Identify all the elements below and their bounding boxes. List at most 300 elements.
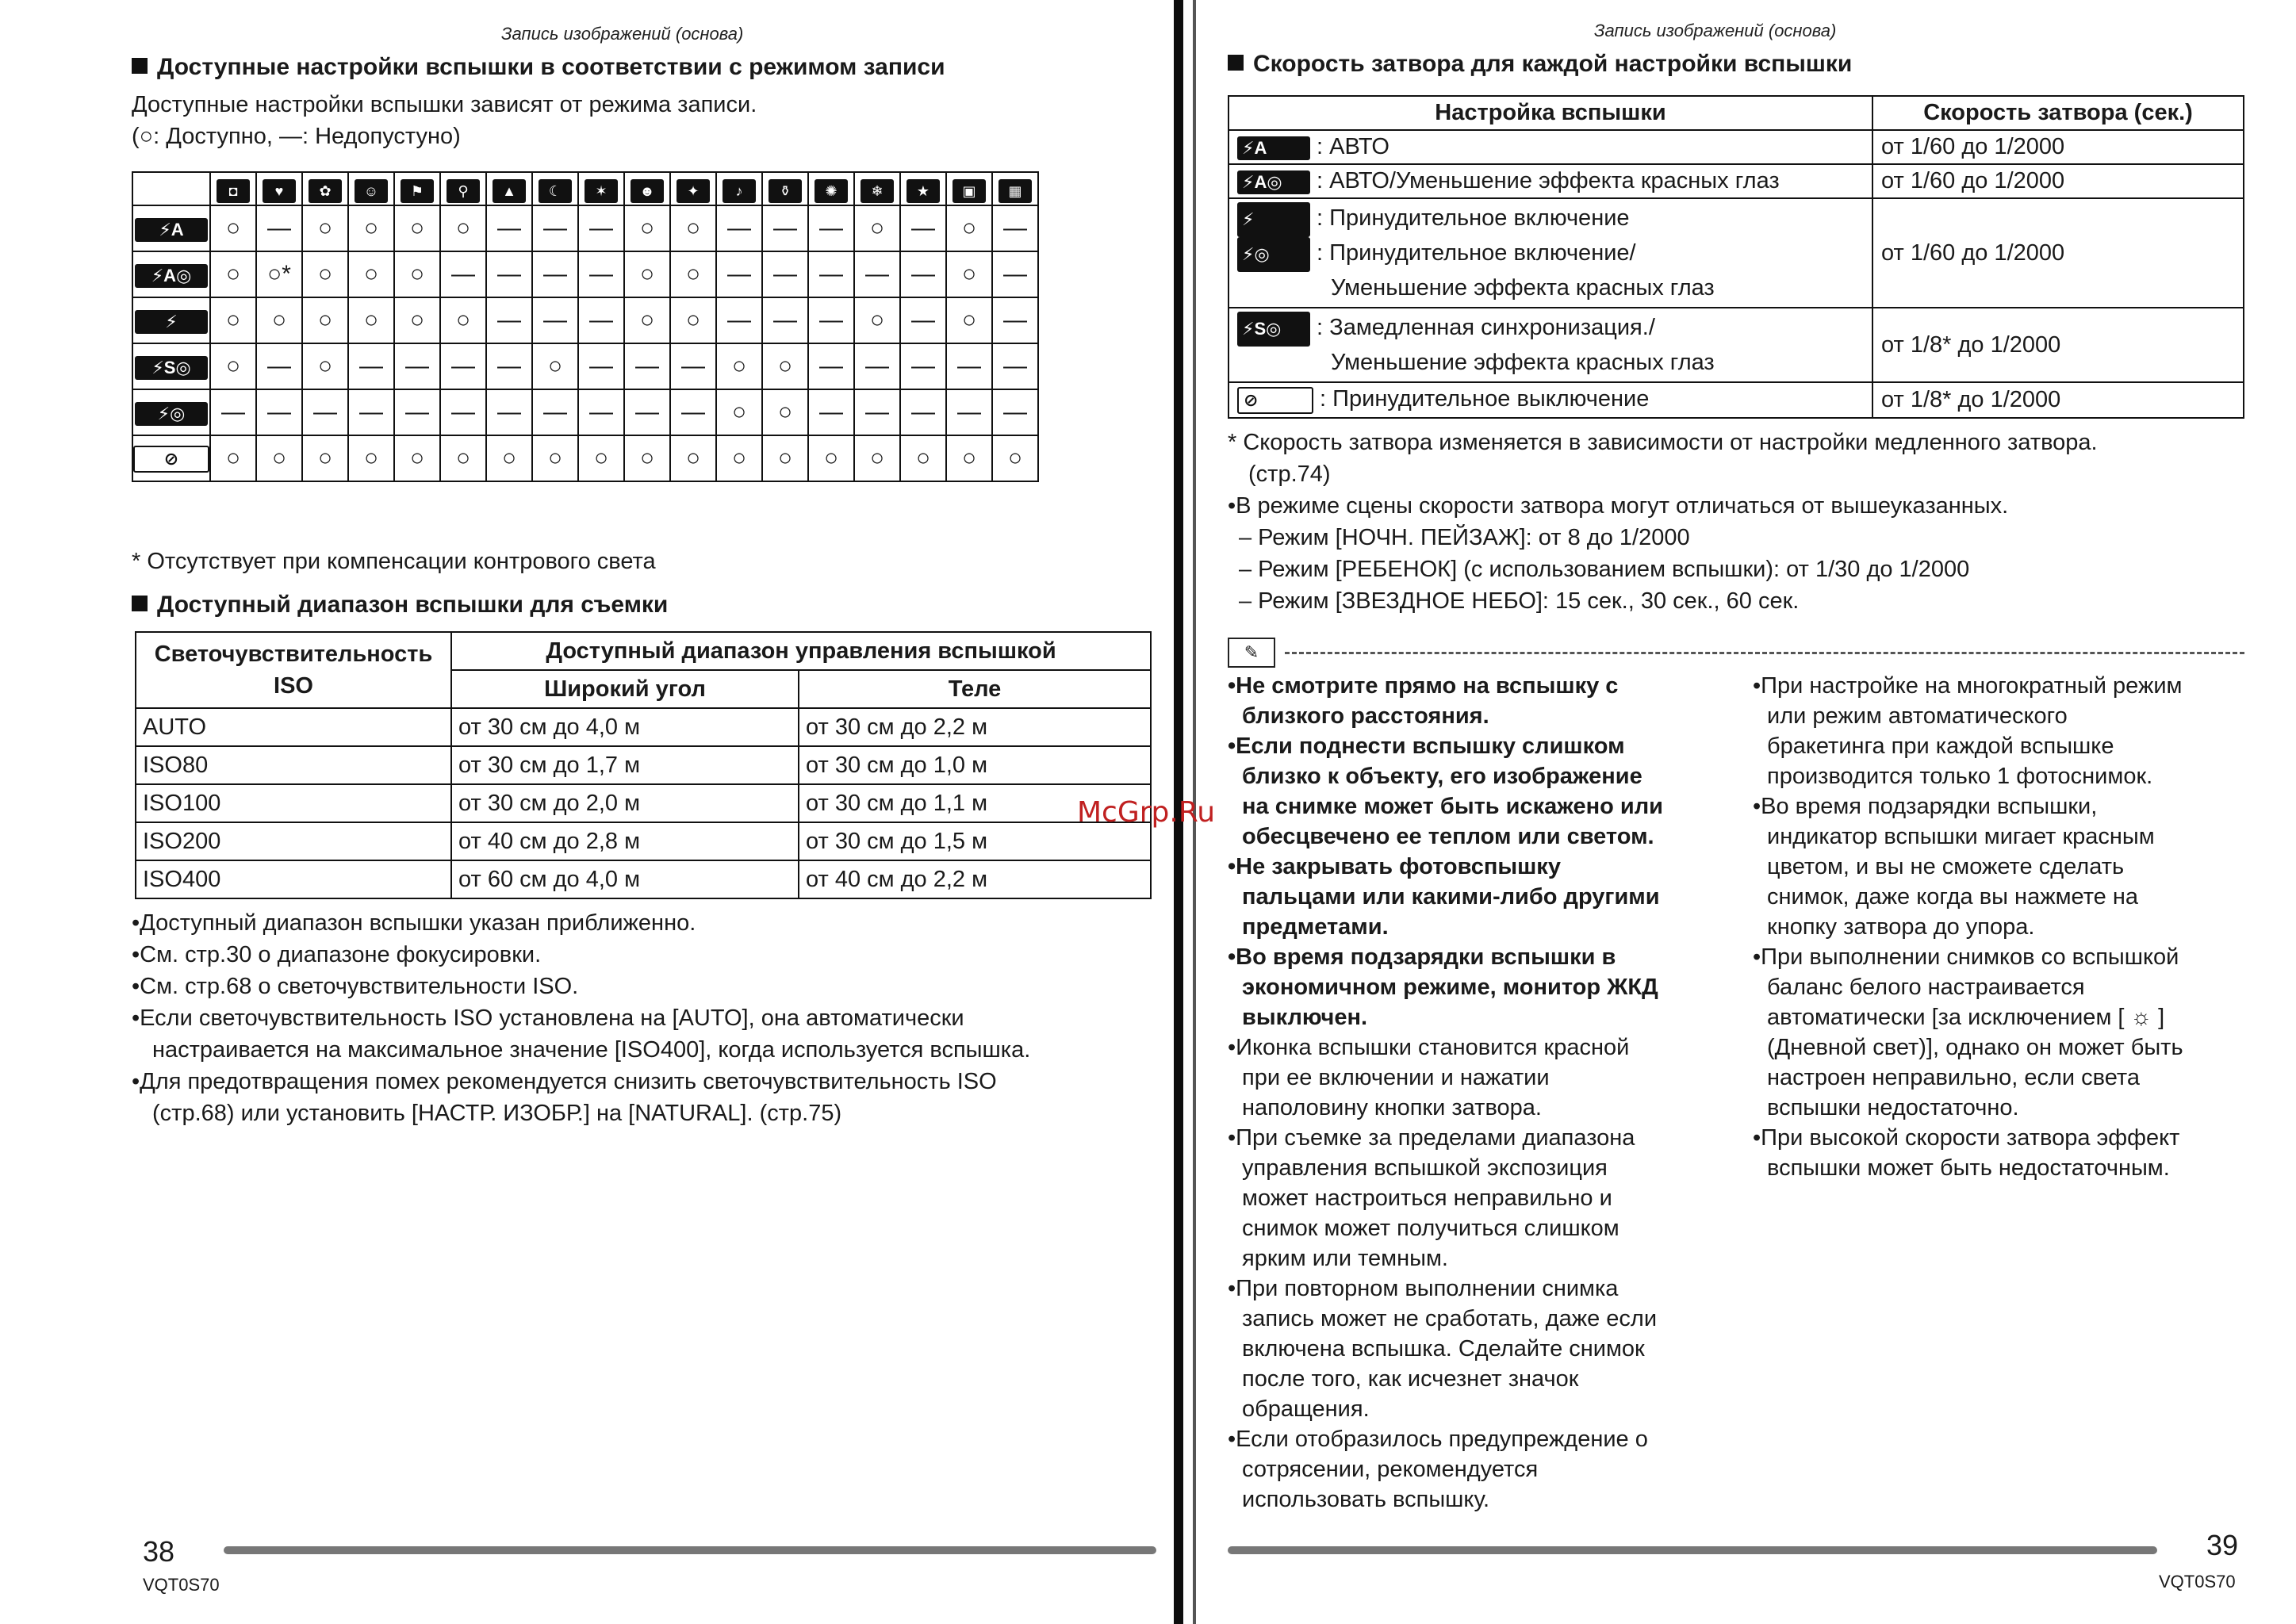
flower-icon: ✿ <box>309 179 342 203</box>
shutter-speed-value: от 1/8* до 1/2000 <box>1872 382 2244 418</box>
shutter-head-setting: Настройка вспышки <box>1228 96 1872 130</box>
shutter-setting-cell: ⚡A◎ : АВТО/Уменьшение эффекта красных глаз <box>1228 164 1872 198</box>
range-tele: от 30 см до 1,0 м <box>799 746 1151 784</box>
availability-cell: — <box>762 205 808 251</box>
col1-bold-line: пальцами или какими-либо другими <box>1242 884 1660 910</box>
left-model-code: VQT0S70 <box>143 1575 220 1595</box>
table-row <box>136 708 1151 746</box>
availability-cell: ○ <box>394 251 440 297</box>
range-wide: от 40 см до 2,8 м <box>451 822 799 860</box>
range-wide: от 30 см до 4,0 м <box>451 708 799 746</box>
right-model-code: VQT0S70 <box>2159 1572 2236 1591</box>
mode-header-cell <box>854 172 900 205</box>
col1-line: обращения. <box>1242 1396 1370 1422</box>
shutter-setting-label: АВТО/Уменьшение эффекта красных глаз <box>1329 168 1780 193</box>
left-page-header: Запись изображений (основа) <box>501 24 744 44</box>
left-note: •См. стр.68 о светочувствительности ISO. <box>132 974 579 999</box>
shutter-setting-cell: ⚡A : АВТО <box>1228 130 1872 164</box>
availability-cell: — <box>900 251 946 297</box>
availability-cell: ○ <box>578 435 624 481</box>
shutter-head-speed: Скорость затвора (сек.) <box>1872 96 2244 130</box>
flash-range-table <box>135 631 1152 899</box>
availability-cell: ○ <box>716 343 762 389</box>
col1-bold-line: •Если поднести вспышку слишком <box>1228 733 1625 759</box>
availability-cell: ○ <box>762 389 808 435</box>
table-row <box>136 860 1151 898</box>
range-wide: от 60 см до 4,0 м <box>451 860 799 898</box>
night-scene-icon: ✶ <box>585 179 618 203</box>
auto-flash-icon: ⚡A <box>1237 136 1310 160</box>
col2-line: •При выполнении снимков со вспышкой <box>1753 944 2179 970</box>
table-row <box>136 746 1151 784</box>
availability-cell: ○ <box>302 343 348 389</box>
availability-cell: ○ <box>946 251 992 297</box>
mode-header-cell <box>992 172 1038 205</box>
range-head-iso: Светочувствительность ISO <box>136 632 451 708</box>
mode-header-cell <box>670 172 716 205</box>
availability-cell: — <box>854 389 900 435</box>
range-iso: ISO200 <box>136 822 451 860</box>
left-note: настраивается на максимальное значение [ISO400], когда используется вспышка. <box>152 1037 1031 1063</box>
availability-cell: — <box>578 389 624 435</box>
availability-cell: ○ <box>992 435 1038 481</box>
availability-cell: ○ <box>256 435 302 481</box>
availability-cell: — <box>256 389 302 435</box>
availability-cell: — <box>946 389 992 435</box>
availability-cell: — <box>302 389 348 435</box>
right-footnote: – Режим [РЕБЕНОК] (с использованием вспышки): от 1/30 до 1/2000 <box>1239 557 1970 582</box>
shutter-setting-label: Принудительное выключение <box>1332 386 1650 412</box>
shutter-setting-label: Принудительное включение/ <box>1329 240 1636 266</box>
col1-line: •Если отобразилось предупреждение о <box>1228 1427 1648 1452</box>
availability-cell: ○ <box>210 205 256 251</box>
flash-off-icon: ⊘ <box>133 446 209 473</box>
col2-line: баланс белого настраивается <box>1767 975 2085 1000</box>
right-footnote: (стр.74) <box>1248 462 1331 487</box>
shutter-setting-cell: ⚡ : Принудительное включение ⚡◎ : Принудительное включение/ Уменьшение эффекта красных глаз <box>1228 198 1872 308</box>
col1-line: •При повторном выполнении снимка <box>1228 1276 1619 1301</box>
availability-cell: — <box>716 297 762 343</box>
shutter-setting-label: Замедленная синхронизация./ <box>1329 315 1655 340</box>
availability-cell: ○ <box>394 205 440 251</box>
availability-cell: — <box>762 297 808 343</box>
col2-line: индикатор вспышки мигает красным <box>1767 824 2155 849</box>
right-page-header: Запись изображений (основа) <box>1594 21 1837 40</box>
availability-cell: — <box>486 343 532 389</box>
col2-line: •При высокой скорости затвора эффект <box>1753 1125 2180 1151</box>
col1-line: включена вспышка. Сделайте снимок <box>1242 1336 1645 1362</box>
mode-header-cell <box>716 172 762 205</box>
mode-header-cell <box>256 172 302 205</box>
availability-cell: — <box>992 251 1038 297</box>
col2-line: настроен неправильно, если света <box>1767 1065 2141 1090</box>
right-col1 <box>1228 671 1711 1515</box>
mode-header-cell <box>900 172 946 205</box>
availability-cell: — <box>532 297 578 343</box>
table-row <box>132 205 1038 251</box>
col1-bold-line: на снимке может быть искажено или <box>1242 794 1663 819</box>
availability-cell: ○ <box>348 297 394 343</box>
col1-line: •При съемке за пределами диапазона <box>1228 1125 1635 1151</box>
right-footnote: •В режиме сцены скорости затвора могут отличаться от вышеуказанных. <box>1228 493 2009 519</box>
col1-line: управления вспышкой экспозиция <box>1242 1155 1608 1181</box>
availability-cell: — <box>946 343 992 389</box>
availability-cell: ○ <box>716 435 762 481</box>
table-row <box>136 822 1151 860</box>
availability-cell: — <box>256 343 302 389</box>
shutter-setting-label: Уменьшение эффекта красных глаз <box>1331 350 1715 375</box>
shutter-setting-cell: ⚡S◎ : Замедленная синхронизация./ Уменьшение эффекта красных глаз <box>1228 308 1872 382</box>
shutter-speed-value: от 1/8* до 1/2000 <box>1872 308 2244 382</box>
shutter-speed-table <box>1228 95 2244 419</box>
shutter-setting-label: Уменьшение эффекта красных глаз <box>1331 275 1715 301</box>
range-tele: от 30 см до 2,2 м <box>799 708 1151 746</box>
availability-cell: — <box>992 389 1038 435</box>
mode-header-cell <box>486 172 532 205</box>
availability-cell: — <box>808 343 854 389</box>
note-divider <box>1285 652 2244 654</box>
availability-cell: — <box>624 343 670 389</box>
shutter-setting-label: АВТО <box>1329 134 1389 159</box>
left-section2-title: Доступный диапазон вспышки для съемки <box>132 592 668 619</box>
col1-bold-line: •Не закрывать фотовспышку <box>1228 854 1561 879</box>
availability-cell: ○ <box>302 251 348 297</box>
availability-cell: — <box>670 389 716 435</box>
col2-line: (Дневной свет)], однако он может быть <box>1767 1035 2183 1060</box>
auto-flash-icon: ⚡A <box>135 218 208 242</box>
availability-cell: ○ <box>532 343 578 389</box>
col2-line: автоматически [за исключением [ ☼ ] <box>1767 1005 2165 1030</box>
left-section1-line2: (○: Доступно, —: Недопустуно) <box>132 124 461 149</box>
mode-header-cell <box>946 172 992 205</box>
availability-cell: ○ <box>670 205 716 251</box>
auto-redeye-flash-icon: ⚡A◎ <box>135 264 208 288</box>
range-tele: от 30 см до 1,1 м <box>799 784 1151 822</box>
availability-cell: — <box>716 251 762 297</box>
baby-icon: ☻ <box>631 179 664 203</box>
table-row <box>1228 382 2244 418</box>
food-icon: ⚲ <box>447 179 480 203</box>
availability-cell: — <box>348 389 394 435</box>
availability-cell: ○ <box>302 205 348 251</box>
col2-line: цветом, и вы не сможете сделать <box>1767 854 2125 879</box>
availability-cell: — <box>394 389 440 435</box>
availability-cell: ○ <box>210 251 256 297</box>
availability-cell: ○ <box>348 435 394 481</box>
col1-line: наполовину кнопки затвора. <box>1242 1095 1542 1120</box>
availability-cell: ○ <box>670 297 716 343</box>
availability-cell: — <box>578 251 624 297</box>
watermark: McGrp.Ru <box>1077 796 1216 829</box>
shutter-setting-label: Принудительное включение <box>1329 205 1630 231</box>
table-row <box>1228 308 2244 382</box>
range-iso: ISO100 <box>136 784 451 822</box>
pet-icon: ✦ <box>677 179 710 203</box>
availability-cell: — <box>808 297 854 343</box>
col1-bold-line: выключен. <box>1242 1005 1368 1030</box>
mode-header-cell <box>762 172 808 205</box>
slow-sync-redeye-icon: ⚡S◎ <box>135 356 208 380</box>
shutter-speed-value: от 1/60 до 1/2000 <box>1872 164 2244 198</box>
col1-bold-line: экономичном режиме, монитор ЖКД <box>1242 975 1658 1000</box>
right-footnotes <box>1228 427 2098 617</box>
availability-cell: — <box>762 251 808 297</box>
shutter-speed-value: от 1/60 до 1/2000 <box>1872 198 2244 308</box>
availability-cell: — <box>808 251 854 297</box>
availability-cell: — <box>486 251 532 297</box>
flash-row-head <box>132 297 210 343</box>
availability-cell: ○ <box>624 205 670 251</box>
corner-cell <box>132 172 210 205</box>
right-footer-bar <box>1228 1546 2157 1554</box>
heart-icon: ♥ <box>263 179 296 203</box>
range-wide: от 30 см до 2,0 м <box>451 784 799 822</box>
camera-icon: ◘ <box>217 179 250 203</box>
table-row <box>132 435 1038 481</box>
range-iso: ISO80 <box>136 746 451 784</box>
availability-cell: ○ <box>256 297 302 343</box>
left-section1-line1: Доступные настройки вспышки зависят от режима записи. <box>132 92 757 117</box>
col2-line: вспышки может быть недостаточным. <box>1767 1155 2170 1181</box>
availability-cell: — <box>440 343 486 389</box>
availability-cell: ○ <box>670 435 716 481</box>
availability-cell: — <box>578 205 624 251</box>
availability-cell: — <box>440 251 486 297</box>
availability-cell: ○ <box>302 297 348 343</box>
availability-cell: ○ <box>624 297 670 343</box>
left-note: •Доступный диапазон вспышки указан приближенно. <box>132 910 696 936</box>
note-icon-wrap <box>1228 638 1275 668</box>
availability-cell: ○ <box>486 435 532 481</box>
availability-cell: — <box>900 343 946 389</box>
availability-cell: — <box>854 251 900 297</box>
availability-cell: ○ <box>716 389 762 435</box>
availability-cell: ○ <box>210 343 256 389</box>
table-row <box>1228 130 2244 164</box>
col1-bold-line: близкого расстояния. <box>1242 703 1489 729</box>
table-row <box>132 297 1038 343</box>
availability-cell: ○ <box>670 251 716 297</box>
col1-line: может настроиться неправильно и <box>1242 1185 1612 1211</box>
mode-header-cell <box>532 172 578 205</box>
availability-cell: — <box>532 389 578 435</box>
availability-cell: ○ <box>532 435 578 481</box>
availability-cell: — <box>900 205 946 251</box>
forced-redeye-flash-icon: ⚡◎ <box>135 402 208 426</box>
left-footnote1: * Отсутствует при компенсации контрового света <box>132 549 656 574</box>
col1-bold-line: обесцвечено ее теплом или светом. <box>1242 824 1654 849</box>
table-row <box>132 343 1038 389</box>
right-col2 <box>1753 671 2252 1183</box>
availability-cell: — <box>486 297 532 343</box>
availability-cell: — <box>532 251 578 297</box>
availability-cell: — <box>808 205 854 251</box>
availability-cell: — <box>210 389 256 435</box>
availability-cell: ○ <box>624 435 670 481</box>
col1-line: сотрясении, рекомендуется <box>1242 1457 1539 1482</box>
availability-cell: — <box>440 389 486 435</box>
availability-cell: ○ <box>210 297 256 343</box>
snow-icon: ❄ <box>861 179 894 203</box>
col2-line: бракетинга при каждой вспышке <box>1767 733 2114 759</box>
flash-row-head <box>132 389 210 435</box>
col1-bold-line: близко к объекту, его изображение <box>1242 764 1642 789</box>
left-note: •См. стр.30 о диапазоне фокусировки. <box>132 942 542 967</box>
availability-cell: — <box>486 205 532 251</box>
mode-header-cell <box>302 172 348 205</box>
availability-cell: ○* <box>256 251 302 297</box>
col1-line: ярким или темным. <box>1242 1246 1448 1271</box>
left-note: •Для предотвращения помех рекомендуется снизить светочувствительность ISO <box>132 1069 997 1094</box>
left-page-number: 38 <box>143 1535 175 1568</box>
mode-header-cell <box>394 172 440 205</box>
availability-cell: ○ <box>624 251 670 297</box>
availability-cell: ○ <box>946 435 992 481</box>
availability-cell: — <box>992 297 1038 343</box>
right-footnote: – Режим [ЗВЕЗДНОЕ НЕБО]: 15 сек., 30 сек., 60 сек. <box>1239 588 1800 614</box>
col1-line: использовать вспышку. <box>1242 1487 1490 1512</box>
availability-cell: — <box>900 389 946 435</box>
table-row <box>136 784 1151 822</box>
col1-line: •Иконка вспышки становится красной <box>1228 1035 1630 1060</box>
left-notes <box>132 907 1030 1129</box>
availability-cell: — <box>670 343 716 389</box>
availability-cell: ○ <box>348 251 394 297</box>
flash-row-head <box>132 251 210 297</box>
availability-cell: — <box>992 205 1038 251</box>
range-head-range: Доступный диапазон управления вспышкой <box>451 632 1151 670</box>
col2-line: или режим автоматического <box>1767 703 2068 729</box>
availability-cell: — <box>532 205 578 251</box>
availability-cell: ○ <box>440 435 486 481</box>
right-footnote: * Скорость затвора изменяется в зависимости от настройки медленного затвора. <box>1228 430 2098 455</box>
left-note: •Если светочувствительность ISO установлена на [AUTO], она автоматически <box>132 1005 964 1031</box>
flash-row-head <box>132 343 210 389</box>
col1-line: после того, как исчезнет значок <box>1242 1366 1579 1392</box>
availability-cell: — <box>854 343 900 389</box>
mode-header-cell <box>440 172 486 205</box>
col2-line: •При настройке на многократный режим <box>1753 673 2183 699</box>
range-tele: от 40 см до 2,2 м <box>799 860 1151 898</box>
shutter-setting-cell: ⊘ : Принудительное выключение <box>1228 382 1872 418</box>
self-portrait-icon: ▣ <box>953 179 986 203</box>
range-head-tele: Теле <box>799 670 1151 708</box>
table-row <box>132 251 1038 297</box>
left-footer-bar <box>224 1546 1156 1554</box>
flash-off-icon: ⊘ <box>1237 387 1313 414</box>
mode-header-cell <box>624 172 670 205</box>
range-head-wide: Широкий угол <box>451 670 799 708</box>
availability-cell: ○ <box>440 205 486 251</box>
right-section-title: Скорость затвора для каждой настройки вспышки <box>1228 51 1852 78</box>
availability-cell: ○ <box>854 205 900 251</box>
col1-line: запись может не сработать, даже если <box>1242 1306 1658 1331</box>
availability-cell: — <box>808 389 854 435</box>
sports-icon: ⚑ <box>401 179 434 203</box>
auto-redeye-flash-icon: ⚡A◎ <box>1237 170 1310 194</box>
availability-cell: ○ <box>854 435 900 481</box>
starry-sky-icon: ★ <box>907 179 940 203</box>
availability-cell: ○ <box>210 435 256 481</box>
availability-cell: ○ <box>394 435 440 481</box>
mode-header-cell <box>808 172 854 205</box>
col2-line: производится только 1 фотоснимок. <box>1767 764 2153 789</box>
forced-flash-icon: ⚡ <box>1237 202 1310 237</box>
col1-bold-line: •Не смотрите прямо на вспышку с <box>1228 673 1619 699</box>
availability-cell: — <box>578 297 624 343</box>
landscape-icon: ▲ <box>493 179 526 203</box>
table-row <box>1228 198 2244 308</box>
availability-cell: ○ <box>946 205 992 251</box>
availability-cell: ○ <box>808 435 854 481</box>
col2-line: вспышки недостаточно. <box>1767 1095 2019 1120</box>
slow-sync-redeye-icon: ⚡S◎ <box>1237 312 1310 347</box>
forced-redeye-flash-icon: ⚡◎ <box>1237 237 1310 272</box>
availability-cell: ○ <box>854 297 900 343</box>
film-icon: ▦ <box>999 179 1032 203</box>
availability-cell: — <box>992 343 1038 389</box>
col1-bold-line: предметами. <box>1242 914 1389 940</box>
fireworks-icon: ✺ <box>815 179 848 203</box>
candle-icon: ⚱ <box>769 179 802 203</box>
range-wide: от 30 см до 1,7 м <box>451 746 799 784</box>
col1-line: при ее включении и нажатии <box>1242 1065 1550 1090</box>
range-iso: AUTO <box>136 708 451 746</box>
note-icon: ✎ <box>1228 638 1275 668</box>
mode-header-cell <box>578 172 624 205</box>
col2-line: •Во время подзарядки вспышки, <box>1753 794 2098 819</box>
availability-cell: ○ <box>762 435 808 481</box>
col1-line: снимок может получиться слишком <box>1242 1216 1619 1241</box>
range-iso: ISO400 <box>136 860 451 898</box>
flash-mode-table <box>132 171 1039 482</box>
availability-cell: ○ <box>440 297 486 343</box>
availability-cell: ○ <box>900 435 946 481</box>
availability-cell: — <box>256 205 302 251</box>
table-row <box>1228 164 2244 198</box>
party-icon: ♪ <box>723 179 756 203</box>
forced-flash-icon: ⚡ <box>135 310 208 334</box>
mode-header-cell <box>210 172 256 205</box>
flash-row-head <box>132 435 210 481</box>
shutter-speed-value: от 1/60 до 1/2000 <box>1872 130 2244 164</box>
col1-bold-line: •Во время подзарядки вспышки в <box>1228 944 1616 970</box>
col2-line: снимок, даже когда вы нажмете на <box>1767 884 2138 910</box>
range-tele: от 30 см до 1,5 м <box>799 822 1151 860</box>
left-section1-title: Доступные настройки вспышки в соответствии с режимом записи <box>132 54 945 81</box>
availability-cell: ○ <box>394 297 440 343</box>
availability-cell: ○ <box>762 343 808 389</box>
availability-cell: — <box>348 343 394 389</box>
availability-cell: — <box>486 389 532 435</box>
availability-cell: ○ <box>348 205 394 251</box>
availability-cell: ○ <box>302 435 348 481</box>
availability-cell: ○ <box>946 297 992 343</box>
table-row <box>132 389 1038 435</box>
availability-cell: — <box>394 343 440 389</box>
flash-row-head <box>132 205 210 251</box>
right-footnote: – Режим [НОЧН. ПЕЙЗАЖ]: от 8 до 1/2000 <box>1239 525 1690 550</box>
availability-cell: — <box>624 389 670 435</box>
mode-header-cell <box>348 172 394 205</box>
availability-cell: — <box>578 343 624 389</box>
portrait-icon: ☺ <box>355 179 388 203</box>
right-page-number: 39 <box>2206 1529 2239 1561</box>
availability-cell: — <box>900 297 946 343</box>
night-portrait-icon: ☾ <box>539 179 572 203</box>
left-note: (стр.68) или установить [НАСТР. ИЗОБР.] на [NATURAL]. (стр.75) <box>152 1101 842 1126</box>
col2-line: кнопку затвора до упора. <box>1767 914 2035 940</box>
